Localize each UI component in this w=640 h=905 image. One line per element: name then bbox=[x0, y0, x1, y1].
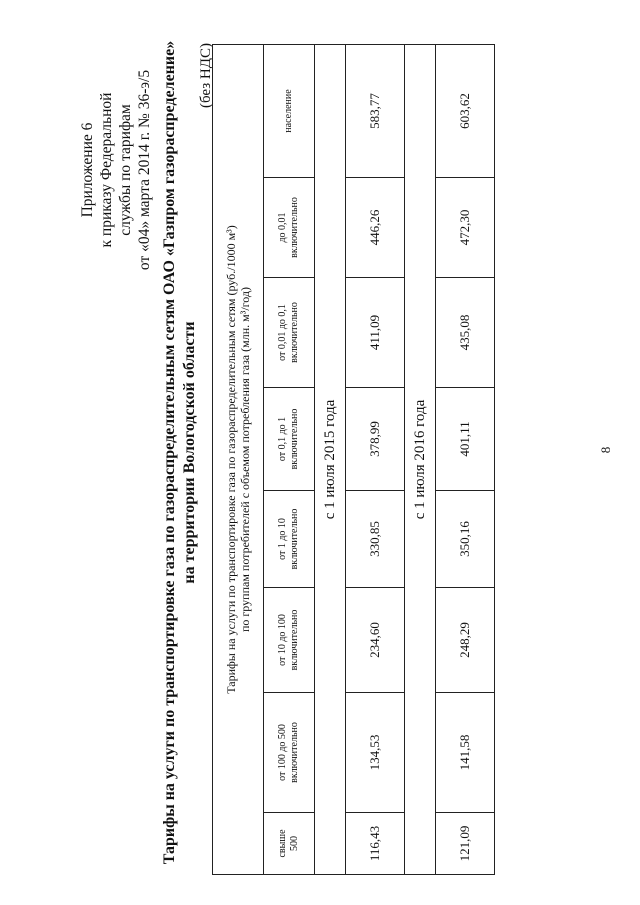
period-label: с 1 июля 2015 года bbox=[315, 44, 346, 874]
col-header-population: население bbox=[264, 44, 315, 177]
tariff-cell: 121,09 bbox=[436, 813, 495, 875]
tariff-cell: 248,29 bbox=[436, 588, 495, 693]
title-line-1: Тарифы на услуги по транспортировке газа по газораспределительным сетям ОАО «Газпром газораспределение» bbox=[161, 40, 178, 865]
col-header-1-10: от 1 до 10 включительно bbox=[264, 491, 315, 588]
tariff-cell: 330,85 bbox=[346, 491, 405, 588]
col-header-over-500: свыше 500 bbox=[264, 813, 315, 875]
tariff-cell: 435,08 bbox=[436, 278, 495, 388]
appendix-line: от «04» марта 2014 г. № 36-э/5 bbox=[136, 69, 153, 271]
table-main-header bbox=[213, 44, 264, 874]
col-header-0.01-0.1: от 0,01 до 0,1 включительно bbox=[264, 278, 315, 388]
col-header-10-100: от 10 до 100 включительно bbox=[264, 588, 315, 693]
table-row bbox=[436, 44, 495, 874]
page-number: 8 bbox=[598, 446, 613, 454]
tariff-cell: 350,16 bbox=[436, 491, 495, 588]
appendix-line: службы по тарифам bbox=[117, 104, 134, 236]
appendix-line: к приказу Федеральной bbox=[98, 92, 115, 248]
col-header-0.1-1: от 0,1 до 1 включительно bbox=[264, 388, 315, 491]
appendix-block bbox=[78, 35, 154, 305]
table-row bbox=[346, 44, 405, 874]
tariff-cell: 234,60 bbox=[346, 588, 405, 693]
col-header-up-to-0.01: до 0,01 включительно bbox=[264, 178, 315, 278]
header-main-line-1: Тарифы на услуги по транспортировке газа по газораспределительным сетям (руб./1000 м³) bbox=[224, 225, 238, 694]
period-row bbox=[405, 44, 436, 874]
tariff-cell: 446,26 bbox=[346, 178, 405, 278]
vat-note: (без НДС) bbox=[198, 43, 214, 109]
header-main-line-2: по группам потребителей с объемом потребления газа (млн. м³/год) bbox=[238, 286, 252, 633]
tariff-cell: 411,09 bbox=[346, 278, 405, 388]
title-line-2: на территории Вологодской области bbox=[181, 321, 198, 584]
tariff-cell: 583,77 bbox=[346, 44, 405, 177]
column-header-row bbox=[264, 44, 315, 874]
col-header-100-500: от 100 до 500 включительно bbox=[264, 693, 315, 813]
tariff-cell: 401,11 bbox=[436, 388, 495, 491]
tariff-cell: 472,30 bbox=[436, 178, 495, 278]
appendix-line: Приложение 6 bbox=[79, 122, 96, 218]
tariff-cell: 116,43 bbox=[346, 813, 405, 875]
tariff-table bbox=[212, 44, 495, 875]
tariff-cell: 603,62 bbox=[436, 44, 495, 177]
tariff-cell: 134,53 bbox=[346, 693, 405, 813]
period-row bbox=[315, 44, 346, 874]
tariff-cell: 141,58 bbox=[436, 693, 495, 813]
document-title bbox=[160, 0, 200, 905]
tariff-cell: 378,99 bbox=[346, 388, 405, 491]
period-label: с 1 июля 2016 года bbox=[405, 44, 436, 874]
